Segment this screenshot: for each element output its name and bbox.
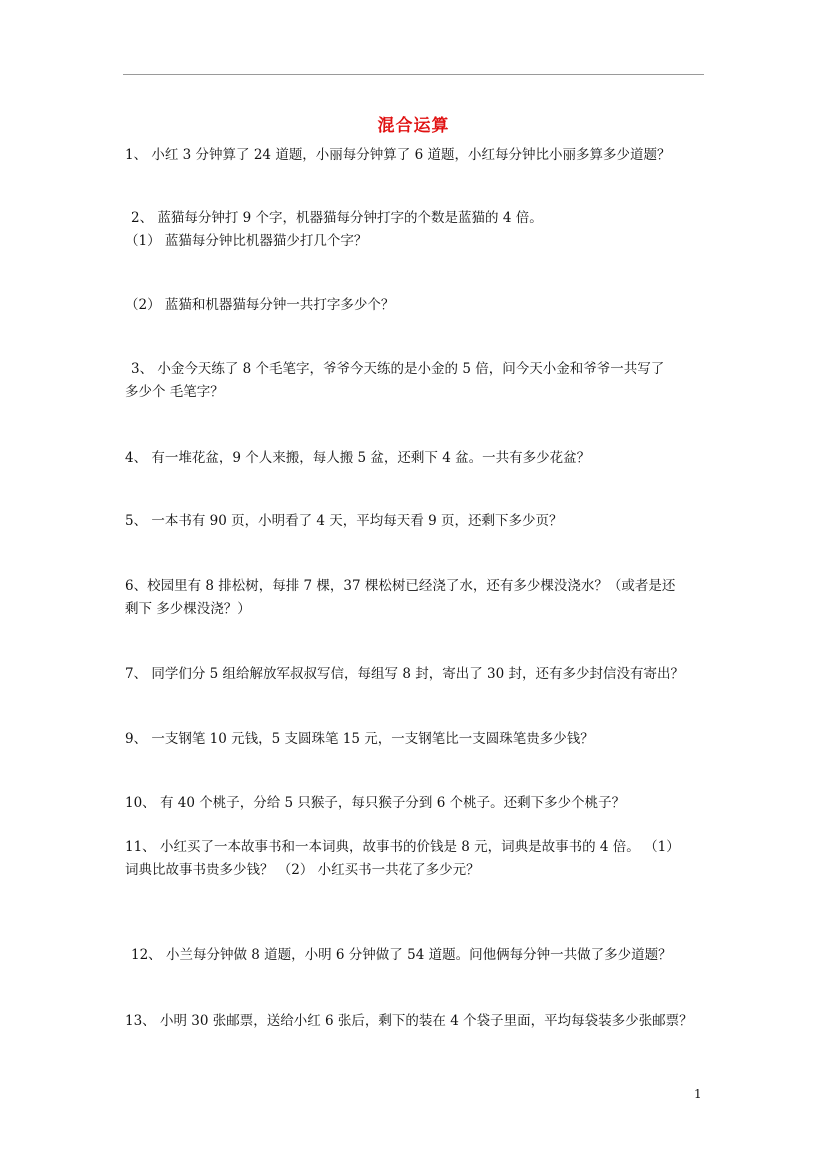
page-number: 1 [694, 1087, 702, 1101]
question-6: 6、校园里有 8 排松树，每排 7 棵，37 棵松树已经浇了水，还有多少棵没浇水？（或者是还 [125, 578, 676, 594]
question-11-cont: 词典比故事书贵多少钱？ （2） 小红买书一共花了多少元？ [125, 862, 480, 878]
page-title: 混合运算 [377, 116, 450, 136]
question-7: 7、 同学们分 5 组给解放军叔叔写信，每组写 8 封，寄出了 30 封，还有多少封信没有寄出？ [125, 666, 684, 682]
header-rule [123, 74, 704, 75]
question-1: 1、 小红 3 分钟算了 24 道题，小丽每分钟算了 6 道题，小红每分钟比小丽多算多少道题？ [125, 147, 671, 163]
question-2-part-2: （2） 蓝猫和机器猫每分钟一共打字多少个？ [125, 297, 395, 313]
question-3: 3、 小金今天练了 8 个毛笔字，爷爷今天练的是小金的 5 倍，问今天小金和爷爷一共写了 [131, 361, 665, 377]
question-4: 4、 有一堆花盆，9 个人来搬，每人搬 5 盆，还剩下 4 盆。一共有多少花盆？ [125, 450, 591, 466]
question-9: 9、 一支钢笔 10 元钱，5 支圆珠笔 15 元，一支钢笔比一支圆珠笔贵多少钱？ [125, 731, 594, 747]
question-12: 12、 小兰每分钟做 8 道题，小明 6 分钟做了 54 道题。问他俩每分钟一共做了多少道题？ [131, 947, 672, 963]
question-13: 13、 小明 30 张邮票，送给小红 6 张后，剩下的装在 4 个袋子里面，平均每袋装多少张邮票？ [125, 1013, 693, 1029]
question-2: 2、 蓝猫每分钟打 9 个字，机器猫每分钟打字的个数是蓝猫的 4 倍。 [131, 210, 543, 226]
question-3-cont: 多少个 毛笔字？ [125, 384, 224, 400]
question-6-cont: 剩下 多少棵没浇？） [125, 601, 251, 617]
question-2-part-1: （1） 蓝猫每分钟比机器猫少打几个字？ [125, 233, 368, 249]
question-5: 5、 一本书有 90 页，小明看了 4 天，平均每天看 9 页，还剩下多少页？ [125, 513, 563, 529]
question-10: 10、 有 40 个桃子，分给 5 只猴子，每只猴子分到 6 个桃子。还剩下多少个桃子？ [125, 795, 626, 811]
question-11: 11、 小红买了一本故事书和一本词典，故事书的价钱是 8 元，词典是故事书的 4 倍。 （1） [125, 839, 680, 855]
